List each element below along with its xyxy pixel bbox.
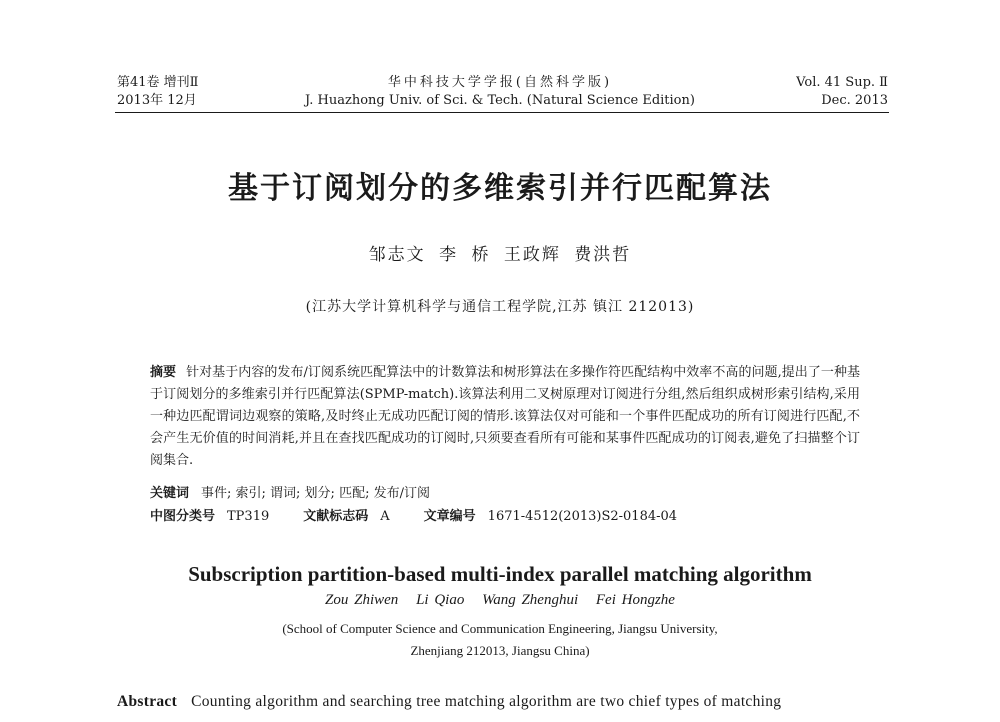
abstract-en-text: Counting algorithm and searching tree matching algorithm are two chief types of matching bbox=[191, 693, 782, 710]
clc-label: 中图分类号 bbox=[150, 509, 216, 524]
abstract-cn-text: 针对基于内容的发布/订阅系统匹配算法中的计数算法和树形算法在多操作符匹配结构中效率不高的问题,提出了一种基于订阅划分的多维索引并行匹配算法(SPMP-match).该算法利用二叉树原理对订阅进行分组,然后组织成树形索引结构,采用一种边匹配谓词边观察的策略,及时终止无成功匹配订阅的情形.该算法仅对可能和一个事件匹配成功的所有订阅进行匹配,不会产生无价值的时间消耗,并且在查找匹配成功的订阅时,只须要查看所有可能和某事件匹配成功的订阅表,避免了扫描整个订阅集合. bbox=[150, 365, 860, 468]
paper-title-en: Subscription partition-based multi-index parallel matching algorithm bbox=[188, 562, 812, 586]
header-date-cn: 2013年 12月 bbox=[117, 93, 197, 108]
header-journal-cn: 华中科技大学学报(自然科学版) bbox=[387, 75, 613, 90]
keywords-cn bbox=[150, 484, 430, 504]
affiliation-en bbox=[0, 618, 1000, 662]
doc-code-label: 文献标志码 bbox=[303, 509, 369, 524]
header-issue-info bbox=[796, 74, 888, 110]
abstract-en bbox=[117, 692, 897, 712]
keywords-cn-label: 关键词 bbox=[150, 486, 190, 501]
affiliation-en-line1: (School of Computer Science and Communication Engineering, Jiangsu University, bbox=[282, 621, 718, 636]
clc-value: TP319 bbox=[227, 509, 270, 524]
authors-en bbox=[0, 592, 1000, 609]
abstract-cn bbox=[150, 362, 860, 472]
header-date-en: Dec. 2013 bbox=[821, 93, 888, 108]
authors-cn: 邹志文 李 桥 王政辉 费洪哲 bbox=[368, 245, 632, 265]
keywords-cn-text: 事件; 索引; 谓词; 划分; 匹配; 发布/订阅 bbox=[201, 486, 430, 501]
abstract-cn-label: 摘要 bbox=[150, 365, 177, 380]
author-en-3: Wang Zhenghui bbox=[482, 592, 579, 608]
author-en-2: Li Qiao bbox=[416, 592, 465, 608]
abstract-en-label: Abstract bbox=[117, 693, 178, 710]
paper-title-cn: 基于订阅划分的多维索引并行匹配算法 bbox=[228, 171, 772, 206]
header-journal-en: J. Huazhong Univ. of Sci. & Tech. (Natural Science Edition) bbox=[305, 93, 695, 108]
header-volume-en: Vol. 41 Sup. Ⅱ bbox=[796, 75, 888, 90]
author-en-1: Zou Zhiwen bbox=[325, 592, 399, 608]
affiliation-en-line2: Zhenjiang 212013, Jiangsu China) bbox=[410, 643, 590, 658]
affiliation-cn: (江苏大学计算机科学与通信工程学院,江苏 镇江 212013) bbox=[305, 299, 695, 315]
article-number-label: 文章编号 bbox=[423, 509, 476, 524]
header-volume: 第41卷 增刊Ⅱ bbox=[117, 75, 199, 90]
doc-code-value: A bbox=[380, 509, 390, 524]
article-number-value: 1671-4512(2013)S2-0184-04 bbox=[487, 509, 678, 524]
classification-line bbox=[150, 507, 677, 527]
author-en-4: Fei Hongzhe bbox=[595, 592, 675, 608]
header-rule bbox=[115, 112, 889, 113]
